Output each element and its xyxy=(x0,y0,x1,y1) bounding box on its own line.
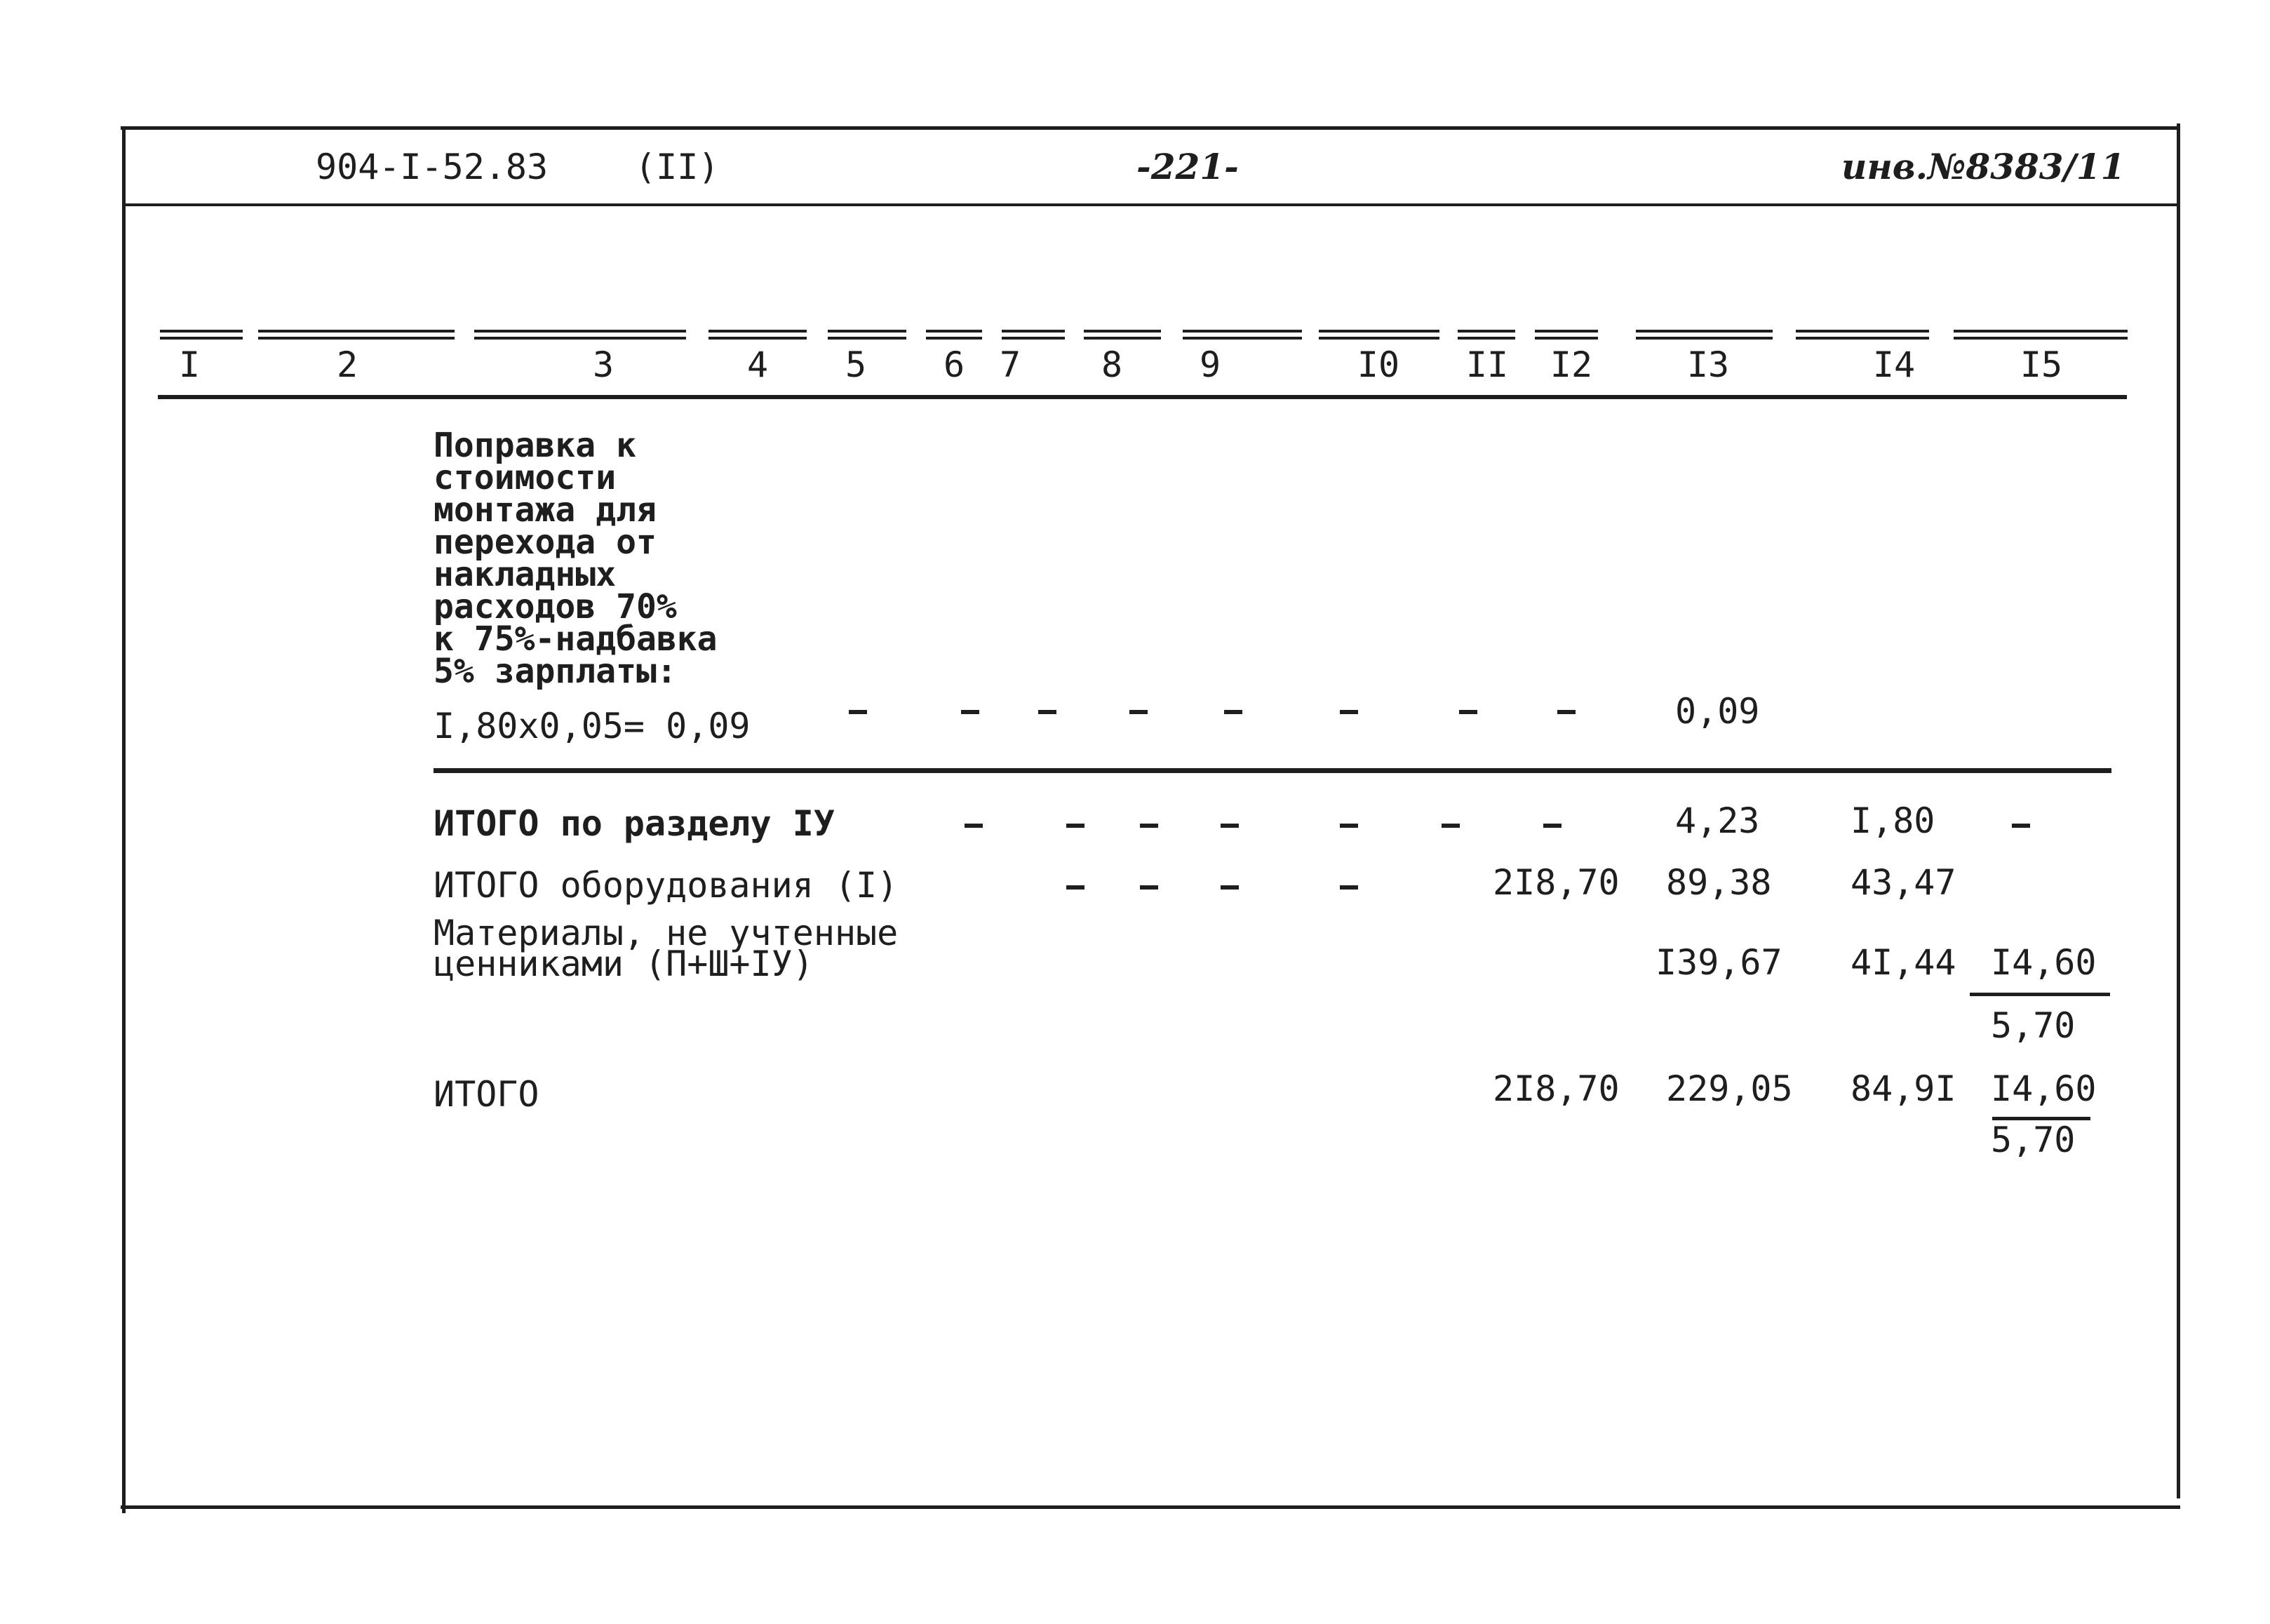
correction-description xyxy=(434,426,718,691)
itogo-col15-bottom: 5,70 xyxy=(1991,1120,2076,1160)
column-rule xyxy=(258,330,455,340)
column-rule xyxy=(1796,330,1929,340)
column-number: II xyxy=(1465,344,1509,385)
empty-cell-dash xyxy=(1543,824,1562,828)
column-number: 9 xyxy=(1199,344,1221,385)
empty-cell-dash xyxy=(1557,710,1576,714)
empty-cell-dash xyxy=(1038,710,1056,714)
empty-cell-dash xyxy=(1224,710,1242,714)
column-number: I2 xyxy=(1550,344,1593,385)
column-number: I5 xyxy=(2020,344,2063,385)
column-number: 2 xyxy=(336,344,358,385)
itogo-col15-top: I4,60 xyxy=(1991,1068,2097,1109)
section-rule xyxy=(434,768,2111,773)
description-line: стоимости xyxy=(434,458,617,497)
empty-cell-dash xyxy=(961,710,979,714)
description-line: монтажа для xyxy=(434,490,657,530)
materials-col15-bottom: 5,70 xyxy=(1991,1005,2076,1046)
document-code: 904-I-52.83 xyxy=(316,147,549,187)
description-line: к 75%-надбавка xyxy=(434,619,718,659)
materials-label-line1: Материалы, не учтенные xyxy=(434,913,899,953)
itogo-razdel-col15-dash xyxy=(2012,824,2030,828)
empty-cell-dash xyxy=(1340,824,1358,828)
materials-col15-rule xyxy=(1970,993,2110,996)
column-number: 8 xyxy=(1101,344,1123,385)
page-number: -221- xyxy=(1136,146,1239,187)
empty-cell-dash xyxy=(1221,824,1239,828)
empty-cell-dash xyxy=(849,710,867,714)
empty-cell-dash xyxy=(1140,885,1158,890)
column-rule xyxy=(708,330,807,340)
inventory-number: инв.№8383/11 xyxy=(1841,146,2125,187)
column-rule xyxy=(1535,330,1598,340)
part-number: (II) xyxy=(635,147,720,187)
itogo-razdel-col14: I,80 xyxy=(1851,800,1935,841)
column-number: I xyxy=(178,344,201,385)
itogo-razdel-label: ИТОГО по разделу IУ xyxy=(434,803,835,844)
correction-formula: I,80x0,05= 0,09 xyxy=(434,706,751,746)
column-number: 7 xyxy=(999,344,1021,385)
column-rule xyxy=(828,330,906,340)
description-line: расходов 70% xyxy=(434,587,677,626)
empty-cell-dash xyxy=(1221,885,1239,890)
empty-cell-dash xyxy=(1442,824,1460,828)
itogo-oborud-col12: 2I8,70 xyxy=(1493,862,1620,903)
column-rule xyxy=(160,330,243,340)
empty-cell-dash xyxy=(1066,885,1084,890)
empty-cell-dash xyxy=(1129,710,1148,714)
materials-col13: I39,67 xyxy=(1656,942,1782,983)
column-rule xyxy=(926,330,982,340)
column-rule xyxy=(1636,330,1773,340)
correction-col13-value: 0,09 xyxy=(1675,691,1760,732)
column-rule xyxy=(1954,330,2128,340)
itogo-label: ИТОГО xyxy=(434,1074,539,1115)
column-rule xyxy=(474,330,686,340)
column-number: 3 xyxy=(592,344,614,385)
header-rule xyxy=(158,395,2127,399)
column-number: I4 xyxy=(1872,344,1916,385)
description-line: накладных xyxy=(434,555,617,594)
materials-col14: 4I,44 xyxy=(1851,942,1956,983)
column-rule xyxy=(1319,330,1439,340)
column-number: I0 xyxy=(1357,344,1400,385)
materials-col15-top: I4,60 xyxy=(1991,942,2097,983)
empty-cell-dash xyxy=(1340,885,1358,890)
description-line: перехода от xyxy=(434,523,657,562)
itogo-oborud-col13: 89,38 xyxy=(1666,862,1772,903)
column-number: 4 xyxy=(746,344,769,385)
column-rule xyxy=(1458,330,1515,340)
itogo-col12: 2I8,70 xyxy=(1493,1068,1620,1109)
empty-cell-dash xyxy=(1340,710,1358,714)
frame-right-border xyxy=(2177,123,2180,1498)
column-number: I3 xyxy=(1686,344,1730,385)
description-line: 5% зарплаты: xyxy=(434,652,677,691)
empty-cell-dash xyxy=(1140,824,1158,828)
column-rule xyxy=(1084,330,1161,340)
frame-top-border xyxy=(121,126,2180,130)
materials-label-line2: ценниками (П+Ш+IУ) xyxy=(434,944,814,984)
itogo-oborud-col14: 43,47 xyxy=(1851,862,1956,903)
empty-cell-dash xyxy=(1066,824,1084,828)
column-rule xyxy=(1183,330,1302,340)
empty-cell-dash xyxy=(1459,710,1477,714)
itogo-col14: 84,9I xyxy=(1851,1068,1956,1109)
itogo-oborud-label: ИТОГО оборудования (I) xyxy=(434,865,899,906)
column-number: 6 xyxy=(943,344,965,385)
frame-left-border xyxy=(122,128,126,1513)
itogo-col13: 229,05 xyxy=(1666,1068,1793,1109)
empty-cell-dash xyxy=(965,824,983,828)
itogo-razdel-col13: 4,23 xyxy=(1675,800,1760,841)
header-divider xyxy=(123,203,2177,206)
column-rule xyxy=(1002,330,1065,340)
column-number: 5 xyxy=(845,344,867,385)
description-line: Поправка к xyxy=(434,426,636,465)
frame-bottom-border xyxy=(121,1505,2180,1509)
